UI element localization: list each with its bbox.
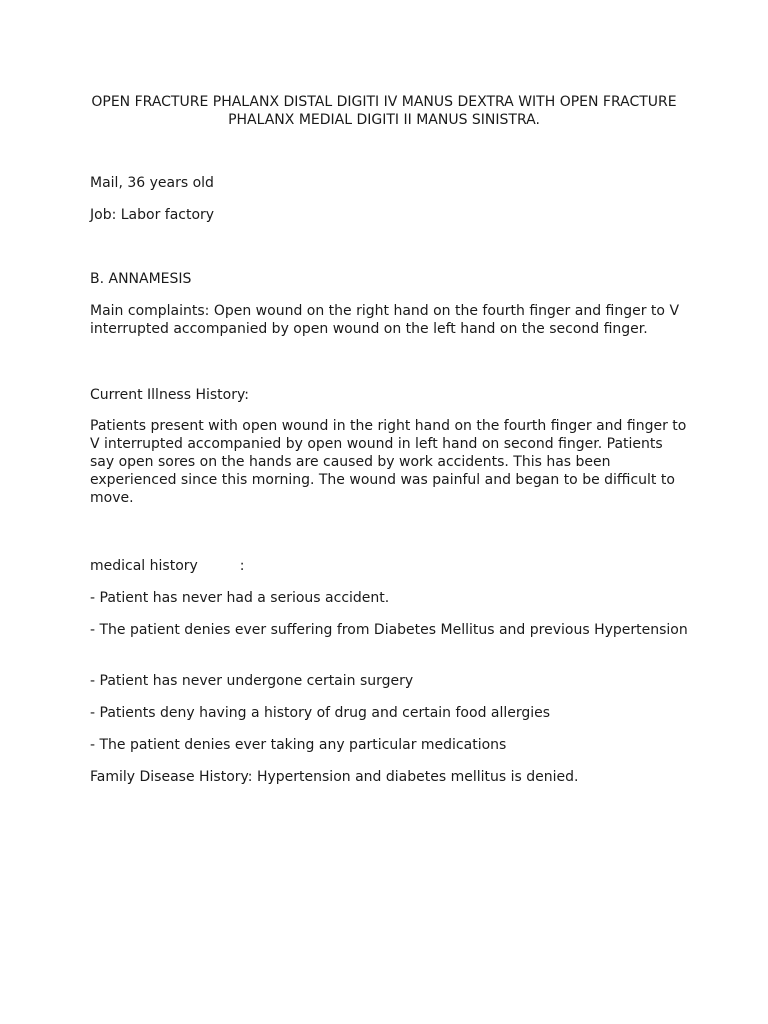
medical-history-item-3: - Patient has never undergone certain surgery	[90, 673, 414, 689]
main-complaints: Main complaints: Open wound on the right hand on the fourth finger and finger to V interrupted accompanied by open wound on the left hand on the second finger.	[90, 303, 680, 337]
medical-history-item-1: - Patient has never had a serious accident.	[90, 590, 390, 606]
medical-history-item-4: - Patients deny having a history of drug and certain food allergies	[90, 705, 551, 721]
current-illness-heading: Current Illness History:	[90, 387, 249, 403]
title-line-2: PHALANX MEDIAL DIGITI II MANUS SINISTRA.	[228, 112, 540, 128]
patient-sex-age: Mail, 36 years old	[90, 175, 214, 191]
medical-history-colon: :	[239, 558, 245, 574]
medical-history-heading	[90, 557, 690, 575]
medical-history-item-5: - The patient denies ever taking any particular medications	[90, 737, 507, 753]
anamnesis-heading: B. ANNAMESIS	[90, 271, 192, 287]
document-title	[80, 93, 688, 129]
patient-job: Job: Labor factory	[90, 207, 215, 223]
medical-history-item-2: - The patient denies ever suffering from Diabetes Mellitus and previous Hypertension	[90, 622, 688, 638]
title-line-1: OPEN FRACTURE PHALANX DISTAL DIGITI IV MANUS DEXTRA WITH OPEN FRACTURE	[91, 94, 677, 110]
current-illness-text: Patients present with open wound in the right hand on the fourth finger and finger to V interrupted accompanied by open wound in left hand on second finger. Patients say open sores on the hands are caused by work accidents. This has been experienced since this morning. The wound was painful and began to be difficult to move.	[90, 418, 687, 506]
medical-history-label: medical history	[90, 558, 198, 574]
family-disease-history: Family Disease History: Hypertension and diabetes mellitus is denied.	[90, 769, 579, 785]
